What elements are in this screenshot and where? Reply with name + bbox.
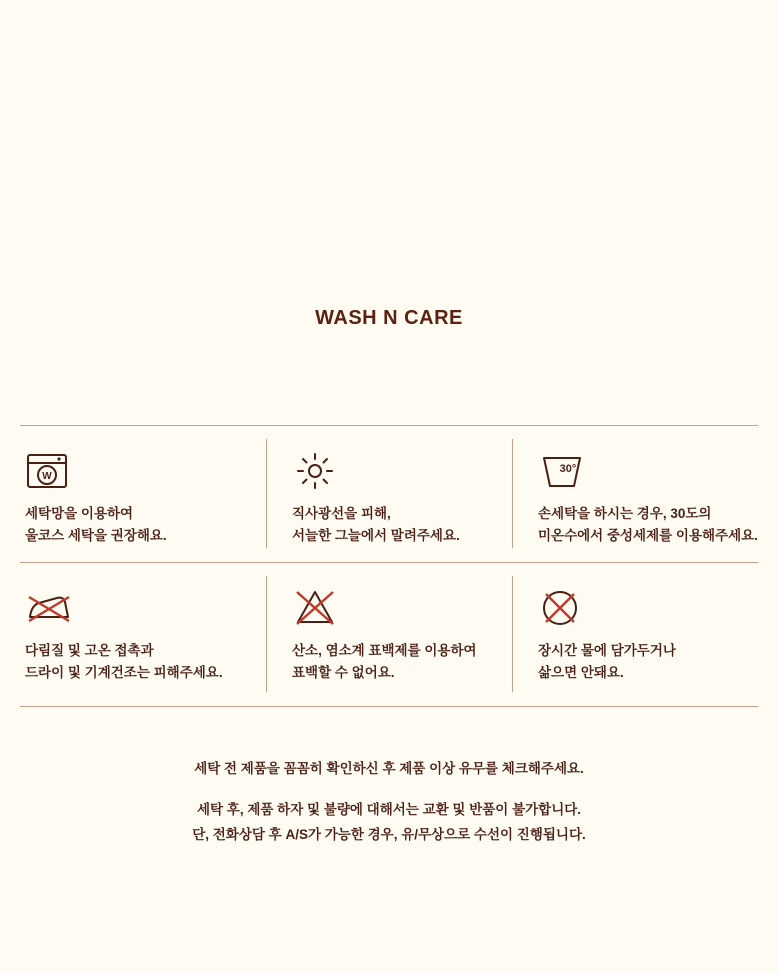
care-item-no-direct-sunlight — [266, 425, 512, 562]
care-text-line: 울코스 세탁을 권장해요. — [25, 527, 167, 543]
no-iron-icon — [25, 582, 266, 634]
care-item-washing-machine — [20, 425, 266, 562]
svg-text:W: W — [42, 471, 52, 482]
note-group-policy — [0, 798, 778, 848]
care-item-text — [292, 640, 512, 683]
note-line: 단, 전화상담 후 A/S가 가능한 경우, 유/무상으로 수선이 진행됩니다. — [192, 826, 586, 842]
care-text-line: 미온수에서 중성세제를 이용해주세요. — [538, 527, 758, 543]
care-item-text — [25, 503, 266, 546]
care-item-no-iron — [20, 562, 266, 706]
care-text-line: 직사광선을 피해, — [292, 506, 391, 521]
page-title: WASH N CARE — [315, 307, 463, 329]
care-item-text — [538, 640, 758, 683]
care-item-text — [292, 503, 512, 546]
note-line: 세탁 후, 제품 하자 및 불량에 대해서는 교환 및 반품이 불가합니다. — [196, 802, 582, 817]
care-item-no-bleach — [266, 562, 512, 706]
care-text-line: 손세탁을 하시는 경우, 30도의 — [538, 506, 712, 521]
care-item-hand-wash-30 — [512, 425, 758, 562]
care-text-line: 산소, 염소계 표백제를 이용하여 — [292, 643, 477, 658]
note-line: 세탁 전 제품을 꼼꼼히 확인하신 후 제품 이상 유무를 체크해주세요. — [194, 761, 584, 776]
care-row-2 — [20, 562, 758, 706]
note-group-check — [0, 757, 778, 782]
care-text-line: 장시간 물에 담가두거나 — [538, 643, 676, 658]
washing-machine-wool-icon — [25, 445, 266, 497]
care-text-line: 드라이 및 기계건조는 피해주세요. — [25, 664, 223, 680]
divider-bottom — [20, 706, 758, 707]
sun-no-direct-sunlight-icon — [292, 445, 512, 497]
no-soaking-icon — [538, 582, 758, 634]
care-text-line: 다림질 및 고온 접촉과 — [25, 643, 154, 658]
svg-text:30°: 30° — [559, 463, 577, 475]
care-text-line: 서늘한 그늘에서 말려주세요. — [292, 527, 460, 543]
no-bleach-icon — [292, 582, 512, 634]
care-item-no-soaking — [512, 562, 758, 706]
care-text-line: 표백할 수 없어요. — [292, 664, 395, 680]
care-item-text — [538, 503, 758, 546]
hand-wash-30-degrees-icon — [538, 445, 758, 497]
care-row-1 — [20, 425, 758, 562]
care-text-line: 삶으면 안돼요. — [538, 664, 624, 680]
care-text-line: 세탁망을 이용하여 — [25, 506, 134, 521]
care-item-text — [25, 640, 266, 683]
